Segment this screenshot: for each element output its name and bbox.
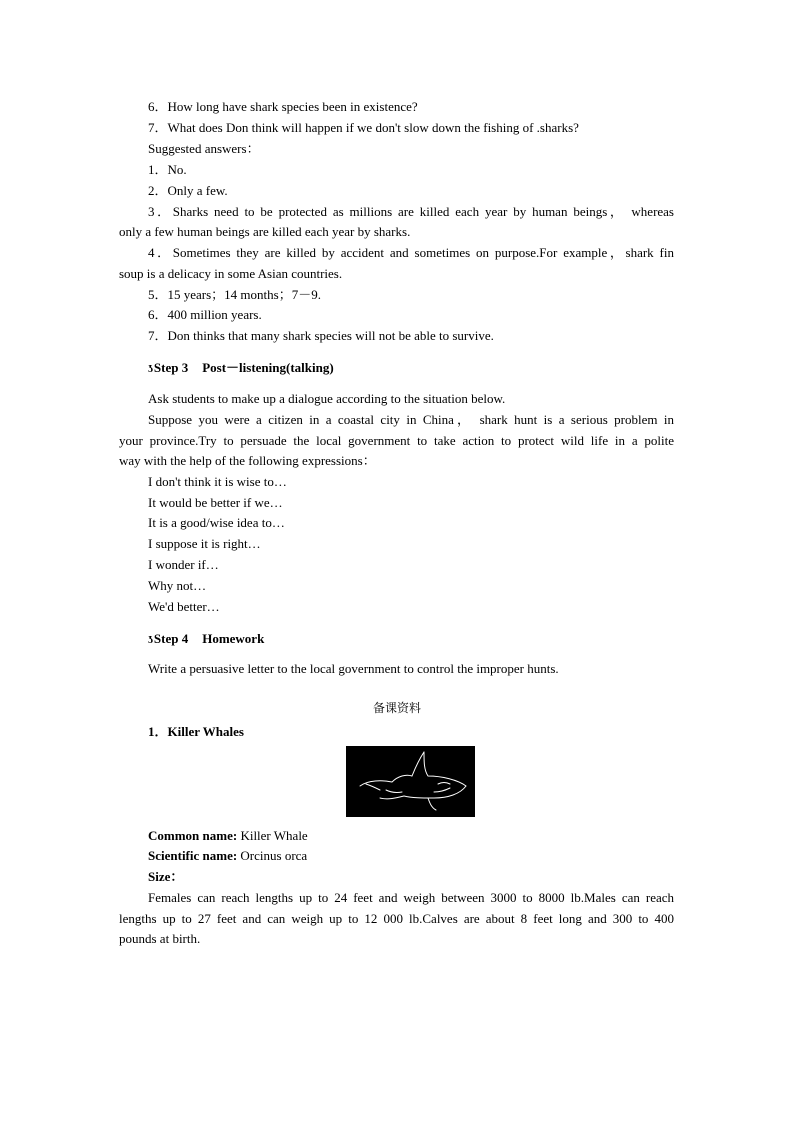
step-3-paragraph-line-1: Suppose you were a citizen in a coastal city in China， shark hunt is a serious problem in — [148, 412, 674, 427]
common-name-value: Killer Whale — [240, 828, 308, 843]
expression-item: I suppose it is right… — [148, 536, 261, 551]
scientific-name-row — [148, 848, 307, 864]
answer-7: 7．Don thinks that many shark species will not be able to survive. — [148, 328, 494, 343]
answer-3-line-1: 3．Sharks need to be protected as millions are killed each year by human beings， whereas — [148, 204, 674, 219]
question-6: 6．How long have shark species been in existence? — [148, 99, 418, 114]
answer-1: 1．No. — [148, 162, 187, 177]
common-name-label: Common name: — [148, 828, 238, 843]
answer-4-line-2: soup is a delicacy in some Asian countries. — [119, 266, 343, 281]
expression-item: Why not… — [148, 578, 207, 593]
expression-item: It is a good/wise idea to… — [148, 515, 285, 530]
step-4-heading — [148, 631, 264, 648]
step-3-paragraph-line-3: way with the help of the following expressions： — [119, 453, 376, 468]
answer-5: 5．15 years；14 months；7－9. — [148, 287, 321, 302]
answer-3-line-2: only a few human beings are killed each year by sharks. — [119, 224, 411, 239]
size-text-line-2: lengths up to 27 feet and can weigh up to 12 000 lb.Calves are about 8 feet long and 300 to 400 — [119, 911, 674, 926]
common-name-row — [148, 828, 308, 844]
expression-item: I wonder if… — [148, 557, 219, 572]
question-7: 7．What does Don think will happen if we don't slow down the fishing of .sharks? — [148, 120, 579, 135]
step-4-label: Step 4 — [153, 631, 189, 646]
step-marker-icon: ʖ — [148, 363, 153, 375]
step-3-paragraph-line-2: your province.Try to persuade the local government to take action to protect wild life in a polite — [119, 433, 674, 448]
step-3-label: Step 3 — [153, 360, 189, 375]
answers-heading: Suggested answers： — [148, 141, 260, 156]
expression-item: It would be better if we… — [148, 495, 283, 510]
expression-item: We'd better… — [148, 599, 220, 614]
answer-6: 6．400 million years. — [148, 307, 262, 322]
step-4-title: Homework — [202, 631, 265, 646]
scientific-name-label: Scientific name: — [148, 848, 238, 863]
resource-section-title: 1．Killer Whales — [148, 724, 244, 739]
step-3-intro: Ask students to make up a dialogue according to the situation below. — [148, 391, 506, 406]
killer-whale-icon — [346, 746, 475, 817]
step-4-text: Write a persuasive letter to the local government to control the improper hunts. — [148, 661, 559, 676]
size-text-line-1: Females can reach lengths up to 24 feet and weigh between 3000 to 8000 lb.Males can reach — [148, 890, 674, 905]
scientific-name-value: Orcinus orca — [240, 848, 308, 863]
size-label: Size： — [148, 869, 184, 884]
answer-2: 2．Only a few. — [148, 183, 228, 198]
step-3-heading — [148, 360, 334, 377]
killer-whale-image — [346, 746, 475, 817]
step-3-title: Post－listening(talking) — [202, 360, 334, 375]
size-text-line-3: pounds at birth. — [119, 931, 201, 946]
step-marker-icon: ʖ — [148, 634, 153, 646]
resource-heading: 备课资料 — [372, 701, 421, 715]
answer-4-line-1: 4．Sometimes they are killed by accident and sometimes on purpose.For example，shark fin — [148, 245, 674, 260]
expression-item: I don't think it is wise to… — [148, 474, 287, 489]
